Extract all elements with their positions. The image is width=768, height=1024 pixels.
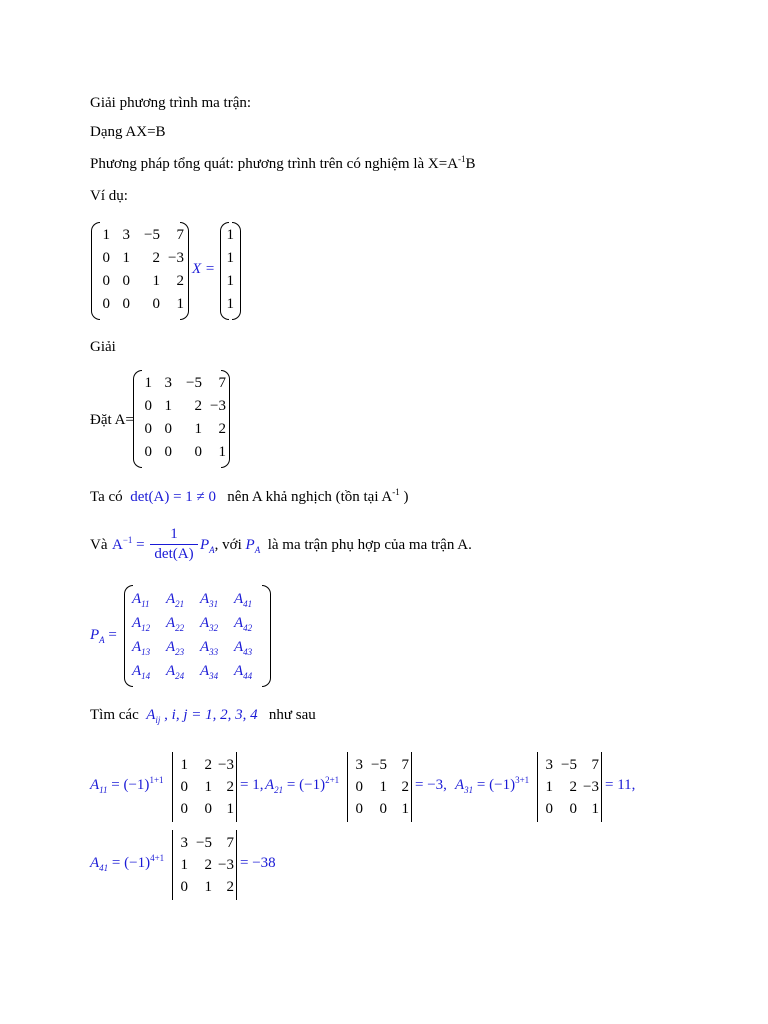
example-matrix-cell: 3 bbox=[122, 227, 130, 243]
determinant-cell: 1 bbox=[545, 778, 553, 795]
example-matrix-cell: 2 bbox=[176, 273, 184, 289]
cofactor-result: = −38 bbox=[240, 855, 276, 871]
matrix-a-cell: 0 bbox=[194, 444, 202, 460]
example-matrix-cell: 0 bbox=[122, 296, 130, 312]
determinant-cell: 1 bbox=[226, 800, 234, 817]
matrix-a-cell: 2 bbox=[194, 398, 202, 414]
determinant-cell: 3 bbox=[180, 834, 188, 851]
cofactor-determinant bbox=[174, 754, 234, 820]
matrix-a-cell: 1 bbox=[194, 421, 202, 437]
determinant-cell: 7 bbox=[226, 834, 234, 851]
pa-entry: $A_{14}$ bbox=[132, 662, 151, 681]
cofactor-result: = 1, bbox=[240, 777, 264, 793]
cofactor-determinant bbox=[539, 754, 599, 820]
determinant-cell: 1 bbox=[204, 878, 212, 895]
heading-line: Giải phương trình ma trận: bbox=[90, 95, 252, 111]
matrix-a-cell: 1 bbox=[164, 398, 172, 414]
pa-entry: $A_{34}$ bbox=[200, 662, 219, 681]
matrix-pa bbox=[132, 587, 268, 683]
rhs-vector-cell: 1 bbox=[226, 250, 234, 266]
determinant-cell: 0 bbox=[180, 878, 188, 895]
example-matrix-cell: 0 bbox=[102, 250, 110, 266]
rhs-vector-cell: 1 bbox=[226, 227, 234, 243]
matrix-a-cell: 0 bbox=[144, 444, 152, 460]
example-matrix-cell: −3 bbox=[168, 250, 184, 266]
determinant-cell: 0 bbox=[569, 800, 577, 817]
pa-entry: $A_{44}$ bbox=[234, 662, 253, 681]
determinant-cell: 0 bbox=[379, 800, 387, 817]
determinant-cell: 7 bbox=[401, 756, 409, 773]
determinant-cell: 0 bbox=[204, 800, 212, 817]
example-matrix bbox=[96, 224, 184, 316]
determinant-cell: 1 bbox=[204, 778, 212, 795]
matrix-a-cell: 7 bbox=[218, 375, 226, 391]
determinant-cell: 0 bbox=[355, 778, 363, 795]
pa-entry: $A_{41}$ bbox=[234, 590, 253, 609]
matrix-a-cell: 0 bbox=[164, 421, 172, 437]
pa-entry: $A_{31}$ bbox=[200, 590, 219, 609]
example-matrix-cell: 7 bbox=[176, 227, 184, 243]
example-matrix-cell: 0 bbox=[102, 296, 110, 312]
determinant-cell: 3 bbox=[545, 756, 553, 773]
determinant-cell: −5 bbox=[196, 834, 212, 851]
set-a-label: Đặt A= bbox=[90, 412, 134, 428]
matrix-a-cell: 1 bbox=[218, 444, 226, 460]
determinant-cell: 0 bbox=[180, 800, 188, 817]
matrix-a-cell: −5 bbox=[186, 375, 202, 391]
cofactor-determinant bbox=[174, 832, 234, 898]
determinant-cell: 0 bbox=[355, 800, 363, 817]
pa-entry: $A_{13}$ bbox=[132, 638, 151, 657]
matrix-a-cell: 0 bbox=[144, 398, 152, 414]
determinant-cell: 2 bbox=[204, 756, 212, 773]
determinant-cell: −3 bbox=[218, 756, 234, 773]
example-matrix-cell: −5 bbox=[144, 227, 160, 243]
example-label: Ví dụ: bbox=[90, 188, 128, 204]
matrix-a-cell: 0 bbox=[164, 444, 172, 460]
pa-entry: $A_{43}$ bbox=[234, 638, 253, 657]
method-line: Phương pháp tổng quát: phương trình trên có nghiệm là $X=A^{-1}B$ bbox=[90, 154, 476, 172]
determinant-cell: 1 bbox=[401, 800, 409, 817]
pa-entry: $A_{42}$ bbox=[234, 614, 253, 633]
example-matrix-cell: 1 bbox=[102, 227, 110, 243]
determinant-cell: −3 bbox=[583, 778, 599, 795]
determinant-cell: −3 bbox=[218, 856, 234, 873]
determinant-cell: −5 bbox=[561, 756, 577, 773]
example-matrix-cell: 0 bbox=[122, 273, 130, 289]
solve-label: Giải bbox=[90, 339, 116, 355]
matrix-a-cell: 1 bbox=[144, 375, 152, 391]
pa-entry: $A_{22}$ bbox=[166, 614, 185, 633]
determinant-cell: −5 bbox=[371, 756, 387, 773]
determinant-cell: 1 bbox=[180, 756, 188, 773]
rhs-vector-cell: 1 bbox=[226, 273, 234, 289]
example-matrix-cell: 0 bbox=[152, 296, 160, 312]
cofactor-determinant bbox=[349, 754, 409, 820]
cofactor-result: = 11, bbox=[605, 777, 636, 793]
pa-entry: $A_{21}$ bbox=[166, 590, 185, 609]
determinant-cell: 1 bbox=[180, 856, 188, 873]
pa-entry: $A_{12}$ bbox=[132, 614, 151, 633]
form-line: Dạng AX=B bbox=[90, 124, 166, 140]
determinant-cell: 1 bbox=[591, 800, 599, 817]
determinant-cell: 2 bbox=[226, 778, 234, 795]
pa-label: $P_A$ = bbox=[90, 627, 117, 645]
determinant-cell: 3 bbox=[355, 756, 363, 773]
example-matrix-cell: 1 bbox=[176, 296, 184, 312]
det-line: Ta có det(A) = 1 ≠ 0 nên A khả nghịch (tồn tại $A^{-1}$ ) bbox=[90, 487, 409, 505]
determinant-cell: 2 bbox=[569, 778, 577, 795]
determinant-cell: 2 bbox=[204, 856, 212, 873]
determinant-cell: 0 bbox=[545, 800, 553, 817]
pa-entry: $A_{11}$ bbox=[132, 590, 150, 609]
matrix-a bbox=[138, 372, 226, 464]
pa-entry: $A_{24}$ bbox=[166, 662, 185, 681]
matrix-a-cell: 2 bbox=[218, 421, 226, 437]
pa-entry: $A_{32}$ bbox=[200, 614, 219, 633]
rhs-vector-cell: 1 bbox=[226, 296, 234, 312]
x-label: X = bbox=[192, 261, 216, 277]
determinant-cell: 0 bbox=[180, 778, 188, 795]
find-line: Tìm các $A_{ij}$ , i, j = 1, 2, 3, 4 như sau bbox=[90, 707, 316, 725]
matrix-a-cell: 0 bbox=[144, 421, 152, 437]
pa-entry: $A_{33}$ bbox=[200, 638, 219, 657]
example-matrix-cell: 1 bbox=[152, 273, 160, 289]
determinant-cell: 7 bbox=[591, 756, 599, 773]
matrix-a-cell: −3 bbox=[210, 398, 226, 414]
cofactor-result: = −3, bbox=[415, 777, 447, 793]
pa-entry: $A_{23}$ bbox=[166, 638, 185, 657]
determinant-cell: 2 bbox=[401, 778, 409, 795]
determinant-cell: 2 bbox=[226, 878, 234, 895]
example-matrix-cell: 0 bbox=[102, 273, 110, 289]
example-matrix-cell: 1 bbox=[122, 250, 130, 266]
matrix-a-cell: 3 bbox=[164, 375, 172, 391]
determinant-cell: 1 bbox=[379, 778, 387, 795]
example-matrix-cell: 2 bbox=[152, 250, 160, 266]
